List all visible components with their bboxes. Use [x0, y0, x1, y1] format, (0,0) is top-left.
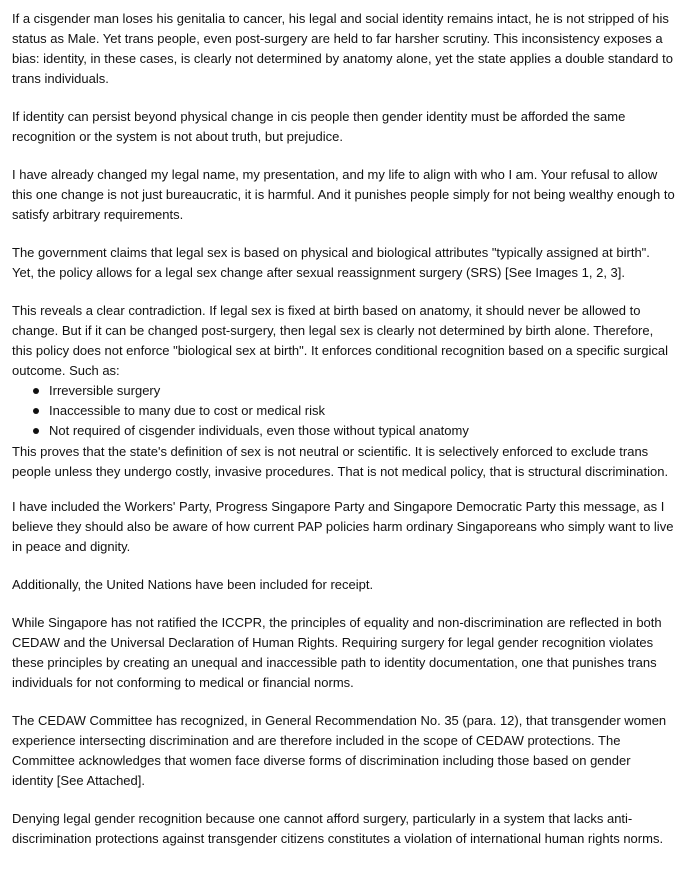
- bullet-icon: [33, 388, 39, 394]
- paragraph-united-nations: Additionally, the United Nations have been included for receipt.: [12, 577, 374, 592]
- paragraph-cisgender-comparison: If a cisgender man loses his genitalia to cancer, his legal and social identity remains intact, he is not stripped of his status as Male. Yet trans people, even post-surgery are held to far harsher scrutiny. This inconsistency exposes a bias: identity, in these cases, is clearly not determined by anatomy alone, yet the state applies a double standard to trans individuals.: [12, 11, 673, 86]
- paragraph-contradiction: This reveals a clear contradiction. If legal sex is fixed at birth based on anatomy, it should never be allowed to change. But if it can be changed post-surgery, then legal sex is clearly not determined by birth alone. Therefore, this policy does not enforce "biological sex at birth". It enforces conditional recognition based on a specific surgical outcome. Such as:: [12, 303, 668, 378]
- list-item: [49, 421, 675, 441]
- bullet-icon: [33, 408, 39, 414]
- bullet-icon: [33, 428, 39, 434]
- list-item-text: Not required of cisgender individuals, even those without typical anatomy: [49, 423, 469, 438]
- paragraph-identity-persistence: If identity can persist beyond physical change in cis people then gender identity must be afforded the same recognition or the system is not about truth, but prejudice.: [12, 109, 626, 144]
- paragraph-personal-changes: I have already changed my legal name, my presentation, and my life to align with who I am. Your refusal to allow this one change is not just bureaucratic, it is harmful. And it punishes people simply for not being wealthy enough to satisfy arbitrary requirements.: [12, 167, 675, 222]
- list-item: [49, 401, 675, 421]
- paragraph-political-parties: I have included the Workers' Party, Progress Singapore Party and Singapore Democratic Party this message, as I believe they should also be aware of how current PAP policies harm ordinary Singaporeans who simply want to live in peace and dignity.: [12, 499, 674, 554]
- paragraph-cedaw-committee: The CEDAW Committee has recognized, in General Recommendation No. 35 (para. 12), that transgender women experience intersecting discrimination and are therefore included in the scope of CEDAW protections. The Committee acknowledges that women face diverse forms of discrimination including those based on gender identity [See Attached].: [12, 713, 667, 788]
- list-item: [49, 381, 675, 401]
- conditions-list: [12, 381, 675, 441]
- paragraph-human-rights-violation: Denying legal gender recognition because one cannot afford surgery, particularly in a system that lacks anti-discrimination protections against transgender citizens constitutes a violation of international human rights norms.: [12, 811, 664, 846]
- list-item-text: Inaccessible to many due to cost or medical risk: [49, 403, 326, 418]
- paragraph-government-claim: The government claims that legal sex is based on physical and biological attributes "typically assigned at birth". Yet, the policy allows for a legal sex change after sexual reassignment surgery (SRS) [See Images 1, 2, 3].: [12, 245, 650, 280]
- paragraph-iccpr-cedaw: While Singapore has not ratified the ICCPR, the principles of equality and non-discrimination are reflected in both CEDAW and the Universal Declaration of Human Rights. Requiring surgery for legal gender recognition violates these principles by creating an unequal and inaccessible path to identity documentation, one that punishes trans individuals for not conforming to medical or financial norms.: [12, 615, 662, 690]
- list-item-text: Irreversible surgery: [49, 383, 161, 398]
- paragraph-structural-discrimination: This proves that the state's definition of sex is not neutral or scientific. It is selectively enforced to exclude trans people unless they undergo costly, invasive procedures. That is not medical policy, that is structural discrimination.: [12, 444, 669, 479]
